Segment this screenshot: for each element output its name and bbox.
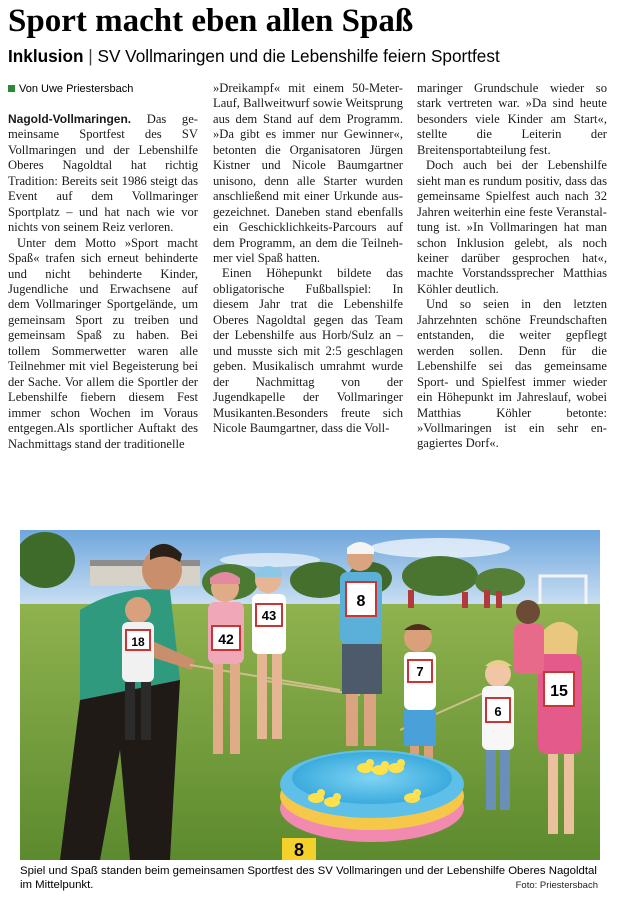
- article-column-3: [417, 81, 607, 514]
- dateline: Nagold-Vollmaringen.: [8, 112, 132, 126]
- subheadline-row: [8, 45, 612, 67]
- bib-number: 6: [494, 704, 502, 719]
- photo-caption: Spiel und Spaß standen beim gemeinsamen Sportfest des SV Vollmaringen und der Lebenshilfe Oberes Nagoldtal im Mittelpunkt.: [20, 865, 597, 891]
- photo-credit: Foto: Priestersbach: [515, 880, 598, 891]
- byline-square-icon: [8, 85, 15, 92]
- paragraph: [8, 112, 198, 236]
- paragraph-text: Das gemeinsame Sportfest des SV Vollmaringen und der Lebenshilfe Oberes Nagoldtal hat richtig Tradition: Bereits seit 1986 steigt das Event auf dem Vollmaringer Sportplatz – und hat nach wie vor nichts von seinem Reiz verloren.: [8, 112, 198, 235]
- bib-number: 8: [356, 593, 366, 610]
- paragraph: Doch auch bei der Lebenshilfe sieht man es rundum positiv, dass das gemeinsame Spielfest auch nach 32 Jahren weiterhin eine feste Veranstaltung ist. »In Vollmaringen hat man schon Inklusion gelebt, als noch keiner darüber gesprochen hat«, machte Vorstandssprecher Matthias Köhler deutlich.: [417, 158, 607, 296]
- photo-illustration: [20, 530, 600, 860]
- bib-number: 15: [550, 683, 568, 700]
- paragraph: Und so seien in den letzten Jahrzehnten schöne Freundschaften entstanden, die weiter gepflegt werden sollen. Denn für die Lebenshilfe sei das gemeinsame Sport- und Spielfest immer wieder ein Höhepunkt im Jahreslauf, wobei Matthias Köhler betonte: »Vollmaringen ist ein sehr engagiertes Dorf«.: [417, 297, 607, 451]
- headline: Sport macht eben allen Spaß: [8, 3, 414, 39]
- article-column-1: [8, 112, 198, 514]
- article-photo: [20, 530, 600, 860]
- kicker-separator: |: [88, 46, 93, 66]
- byline: [8, 82, 133, 96]
- bib-number: 18: [131, 635, 145, 649]
- paragraph: maringer Grundschule wieder so stark vertreten war. »Da sind heute besonders viele Kinder am Start«, stellte die Leiterin der Breitensportabteilung fest.: [417, 81, 607, 157]
- byline-author: Von Uwe Priestersbach: [19, 83, 134, 95]
- bib-number: 43: [261, 608, 277, 623]
- article-column-2: [213, 81, 403, 514]
- subheadline: SV Vollmaringen und die Lebenshilfe feiern Sportfest: [97, 46, 500, 66]
- child-in-background: [514, 600, 544, 674]
- bib-number: 7: [416, 664, 424, 679]
- kicker: Inklusion: [8, 46, 84, 66]
- paragraph: Unter dem Motto »Sport macht Spaß« trafen sich erneut behinderte und nicht behinderte Kinder, Jugendliche und Erwachsene auf dem Vollmaringer Sportgelände, um gemeinsam Sport zu treiben und gemeinsam Spaß zu haben. Bei tollem Sommerwetter waren alle Teilnehmer mit viel Begeisterung bei der Sache. Vor allem die Sportler der Lebenshilfe fiebern diesem Fest immer schon Wochen im Voraus entgegen.Als sportlicher Auftakt des Nachmittags stand der traditionelle: [8, 235, 198, 451]
- paddling-pool: [280, 750, 464, 842]
- bib-number: 42: [218, 631, 234, 647]
- paragraph: Einen Höhepunkt bildete das obligatorische Fußballspiel: In diesem Jahr trat die Lebenshilfe Oberes Nagoldtal gegen das Team der Lebenshilfe aus Horb/Sulz an – und musste sich mit 2:5 geschlagen geben. Musikalisch umrahmt wurde der Nachmittag von der Jugendkapelle der Vollmaringer Musikanten.Besonders freute sich Nicole Baumgartner, dass die Voll-: [213, 266, 403, 435]
- paragraph: »Dreikampf« mit einem 50-Meter-Lauf, Ballweitwurf sowie Weitsprung aus dem Stand auf dem Programm. »Da gibt es immer nur Gewinner«, betonten die Organisatoren Jürgen Kistner und Nicole Baumgartner unisono, denn alle Starter wurden anschließend mit einer Urkunde ausgezeichnet. Daneben stand ebenfalls ein Geschicklichkeits-Parcours auf dem Programm, an dem die Teilnehmer viel Spaß hatten.: [213, 81, 403, 265]
- marker-number: 8: [293, 840, 305, 860]
